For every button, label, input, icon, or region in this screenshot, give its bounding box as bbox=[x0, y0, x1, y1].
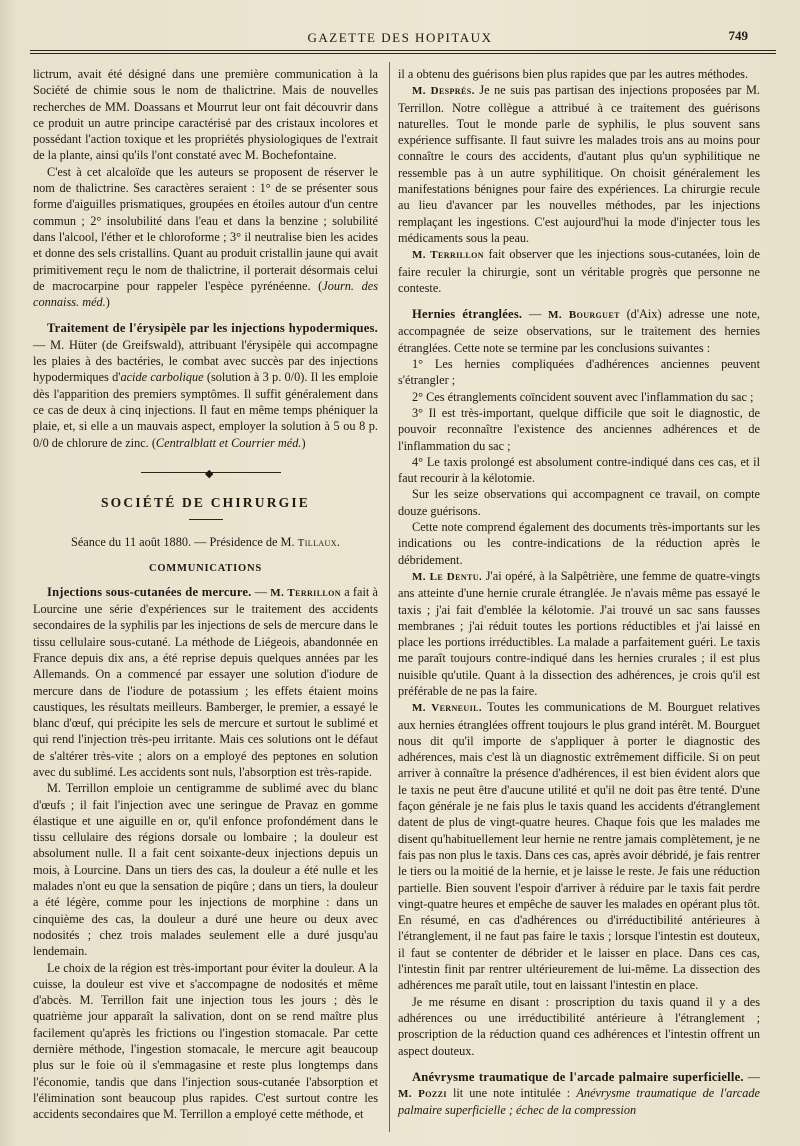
speaker-name: M. Bourguet bbox=[548, 309, 620, 322]
hernies-paragraph: Hernies étranglées. — M. Bourguet (d'Aix) adresse une note, accompagnée de seize observations, sur le traitement des hernies étranglées. Cette note se termine par les conclusions suivantes : bbox=[398, 307, 760, 355]
section-ornament bbox=[33, 465, 378, 479]
terrillon-reply: M. Terrillon fait observer que les injections sous-cutanées, loin de faire reculer la chirurgie, sont un véritable progrès que personne ne conteste. bbox=[398, 247, 761, 295]
injections-paragraph: Injections sous-cutanées de mercure. — M. Terrillon a fait à Lourcine une série d'expériences sur le traitement des accidents secondaires de la syphilis par les injections de sels de mercure dans le tissu cellulaire sous-cutané. La méthode de Liégeois, abandonnée en France depuis dix ans, a été reprise depuis quelques années par les Allemands. On a commencé par essayer une solution d'iodure de mercure dans de l'iodure de potassium ; les effets étaient moins caustiques, les résultats meilleurs. Bamberger, le premier, a essayé le blanc d'œuf, qui précipite les sels de mercure et surtout le sublimé et qui rend l'injection très-peu irritante. Mais ces solutions ont le défaut de s'altérer très-vite ; alors on a employé des peptones en solution avec du sublimé. Les accidents sont nuls, l'absorption est très-rapide. bbox=[33, 584, 378, 779]
speaker-name: M. Terrillon bbox=[270, 586, 341, 599]
speaker-name: M. Le Dentu. bbox=[412, 570, 483, 583]
thalictrine-paragraph-2: C'est à cet alcaloïde que les auteurs se proposent de réserver le nom de thalictrine. Ses caractères seraient : 1° de se présenter sous forme d'aiguilles prismatiques, groupées en étoiles autour d'un centre commun ; 2° insolubilité dans l'eau et dans la benzine ; solubilité dans l'alcool, l'éther et le chloroforme ; 3° il neutralise bien les acides et donne des sels cristallins. Quant au produit cristallin jaune qui avait primitivement reçu le nom de thalictrine, il porterait désormais celui de macrocarpine pour rappeler l'espèce pyrénéenne. (Journ. des connaiss. méd.) bbox=[33, 164, 378, 310]
speaker-name: M. Pozzi bbox=[398, 1088, 447, 1101]
header-rule bbox=[30, 50, 776, 51]
note-title: Anévrysme traumatique de l'arcade palmaire superficielle ; échec de la compression bbox=[398, 1086, 761, 1118]
documents-paragraph: Cette note comprend également des documents très-importants sur les indications ou les contre-indications de la réduction après le débridement. bbox=[398, 520, 760, 567]
injections-heading: Injections sous-cutanées de mercure. bbox=[47, 584, 252, 599]
page-number: 749 bbox=[728, 28, 748, 43]
header-rule-double bbox=[30, 53, 776, 54]
conclusion-4: 4° Le taxis prolongé est absolument contre-indiqué dans ces cas, et il faut recourir à la kélotomie. bbox=[398, 454, 760, 486]
session-line: Séance du 11 août 1880. — Présidence de M. Tillaux. bbox=[70, 535, 340, 550]
despres-paragraph: M. Després. Je ne suis pas partisan des injections proposées par M. Terrillon. Notre collègue a attribué à ce traitement des guérisons naturelles. Tout le monde parle de syphilis, le plus souvent sans expérience suffisante. Il faut suivre les malades trois ans au moins pour connaître le cours des accidents, d'autant plus qu'un syphilitique ne ressemble pas à un autre syphilitique. On choisit généralement les manifestations bénignes pour faire des expériences. La chirurgie recule au lieu d'avancer par les nouvelles méthodes, par les injections remplaçant les ingestions. C'est aujourd'hui la mode d'injecter tous les médicaments sous la peau. bbox=[398, 83, 760, 245]
citation: Centralblatt et Courrier méd. bbox=[155, 435, 302, 450]
hernies-heading: Hernies étranglées. bbox=[412, 307, 523, 322]
citation: Journ. des connaiss. méd. bbox=[33, 278, 378, 310]
journal-title: GAZETTE DES HOPITAUX bbox=[307, 30, 493, 45]
anevrysme-paragraph: Anévrysme traumatique de l'arcade palmaire superficielle. — M. Pozzi lit une note intitulée : Anévrysme traumatique de l'arcade palmaire superficielle ; échec de la compression bbox=[398, 1069, 761, 1118]
conclusion-2: 2° Ces étranglements coïncident souvent avec l'inflammation du sac ; bbox=[412, 389, 754, 404]
speaker-name: M. Terrillon bbox=[412, 249, 484, 262]
speaker-name: M. Verneuil. bbox=[412, 702, 482, 715]
column-divider bbox=[389, 62, 390, 1132]
terrillon-paragraph-2: M. Terrillon emploie un centigramme de sublimé avec du blanc d'œufs ; il fait l'injection avec une seringue de Pravaz en gomme élastique et une aiguille en or, qu'il enfonce profondément dans le tissu cellulaire des régions dorsale ou lombaire ; la douleur est absolument nulle. Il a fait cent soixante-deux injections depuis un mois, à Lourcine. Dans un tiers des cas, la douleur a été nulle et les malades n'ont eu que la sensation de piqûre ; dans un tiers, la douleur a été légère, comme pour les injections de morphine : dans un cinquième des cas, la douleur a duré une heure ou deux avec nodosités ; chez trois malades seulement elle a duré jusqu'au lendemain. bbox=[33, 781, 378, 959]
verneuil-paragraph: M. Verneuil. Toutes les communications de M. Bourguet relatives aux hernies étranglées offrent toujours le plus grand intérêt. M. Bourguet nous dit qu'il importe de s'appliquer à porter le diagnostic des adhérences, mais c'est là un diagnostic extrêmement difficile. Si on peut arriver à connaître la présence d'adhérences, il est bien évident alors que le taxis ne peut être d'aucune utilité et qu'il ne doit pas être tenté. D'une façon générale je ne fais plus le taxis quand les accidents d'étranglement datent de plus de vingt-quatre heures. Chaque fois que les malades me disent qu'habituellement leur hernie ne rentre jamais complètement, je ne fais pas non plus le taxis. Dans ces cas, après avoir débridé, je fais rentrer le tiers ou la moitié de la hernie, et je laisse le reste. Je fais une réduction partielle. Bien souvent l'espoir d'arriver à réduire par le taxis fait perdre vingt-quatre heures et empêche de sauver les malades en opérant plus tôt. En résumé, en cas d'adhérences ou d'irréductibilité antérieures à l'étranglement, il ne faut pas faire le taxis ; lorsque l'intestin est douteux, il faut se contenter de débrider et le laisser en place. Dans ces cas, l'intestin finit par rentrer ultérieurement de lui-même. La dissection des adhérences me paraît utile, tout en laissant l'intestin en place. bbox=[398, 700, 760, 993]
section-rule bbox=[189, 519, 223, 520]
summary-paragraph: Je me résume en disant : proscription du taxis quand il y a des adhérences ou une irréductibilité antérieure à l'étranglement ; proscription de la réduction quand ces adhérences et l'intestin offrent un aspect douteux. bbox=[398, 994, 760, 1058]
conclusion-3: 3° Il est très-important, quelque difficile que soit le diagnostic, de pouvoir reconnaître l'existence des anciennes adhérences et de l'inflammation du sac ; bbox=[398, 405, 760, 453]
conclusion-1: 1° Les hernies compliquées d'adhérences anciennes peuvent s'étrangler ; bbox=[398, 357, 760, 388]
terrillon-paragraph-3: Le choix de la région est très-important pour éviter la douleur. A la cuisse, la douleur est vive et s'accompagne de nodosités et même d'abcès. M. Terrillon fait une injection tous les jours ; dès le quatrième jour apparaît la salivation, dont on se rend maître plus facilement qu'après les frictions ou l'ingestion stomacale. Par cette dernière méthode, l'ingestion stomacale, le mercure agit beaucoup plus sur le foie où il s'emmagasine et reste plus longtemps dans l'économie, tandis que dans l'injection sous-cutanée l'absorption et l'élimination sont beaucoup plus rapides. C'est surtout contre les accidents secondaires que M. Terrillon a employé cette méthode, et bbox=[33, 960, 378, 1122]
terrillon-paragraph-end: il a obtenu des guérisons bien plus rapides que par les autres méthodes. bbox=[398, 67, 749, 81]
erysipele-paragraph: Traitement de l'érysipèle par les injections hypodermiques. — M. Hüter (de Greifswald), attribuant l'érysipèle qui accompagne les plaies à des bactéries, le combat avec succès par des injections hypodermiques d'acide carbolique (solution à 3 p. 0/0). Il les emploie dès l'apparition des premiers symptômes. Il suffit généralement dans ce cas de deux à cinq injections. Il faut en même temps phéniquer la plaie, et, si elle a un mauvais aspect, employer la solution à 5 ou 8 p. 0/0 de chlorure de zinc. (Centralblatt et Courrier méd.) bbox=[33, 321, 379, 450]
diamond-ornament-icon: ◆ bbox=[205, 467, 214, 480]
observations-paragraph: Sur les seize observations qui accompagnent ce travail, on compte douze guérisons. bbox=[398, 487, 760, 518]
right-column bbox=[398, 66, 760, 1119]
le-dentu-paragraph: M. Le Dentu. J'ai opéré, à la Salpêtrière, une femme de quatre-vingts ans atteinte d'une hernie crurale étranglée. Je n'avais même pas essayé le taxis ; j'ai fait d'emblée la kélotomie. J'ai trouvé un sac sans fausses membranes ; j'ai réduit toutes les portions réductibles et j'ai laissé en place les portions irréductibles. La malade a parfaitement guéri. Le taxis me paraît toujours contre-indiqué dans les hernies crurales ; il est plus nuisible qu'utile. Quant à la dissection des adhérences, je crois qu'il est préférable de ne pas la faire. bbox=[398, 568, 760, 698]
anevrysme-heading: Anévrysme traumatique de l'arcade palmaire superficielle. bbox=[412, 1069, 744, 1084]
section-title: SOCIÉTÉ DE CHIRURGIE bbox=[100, 494, 311, 510]
erysipele-heading: Traitement de l'érysipèle par les injections hypodermiques. bbox=[47, 321, 378, 336]
communications-heading: COMMUNICATIONS bbox=[148, 563, 263, 575]
left-column bbox=[33, 66, 378, 1123]
speaker-name: M. Després. bbox=[412, 85, 475, 98]
thalictrine-paragraph-1: lictrum, avait été désigné dans une première communication à la Société de chimie sous le nom de thalictrine. Mais de nouvelles recherches de MM. Doassans et Mourrut leur ont fait découvrir dans ce produit un autre principe caractérisé par des cristaux incolores et possédant l'action toxique et les propriétés physiologiques de l'extrait de la plante, ainsi qu'ils l'ont constaté avec M. Bochefontaine. bbox=[33, 67, 378, 163]
